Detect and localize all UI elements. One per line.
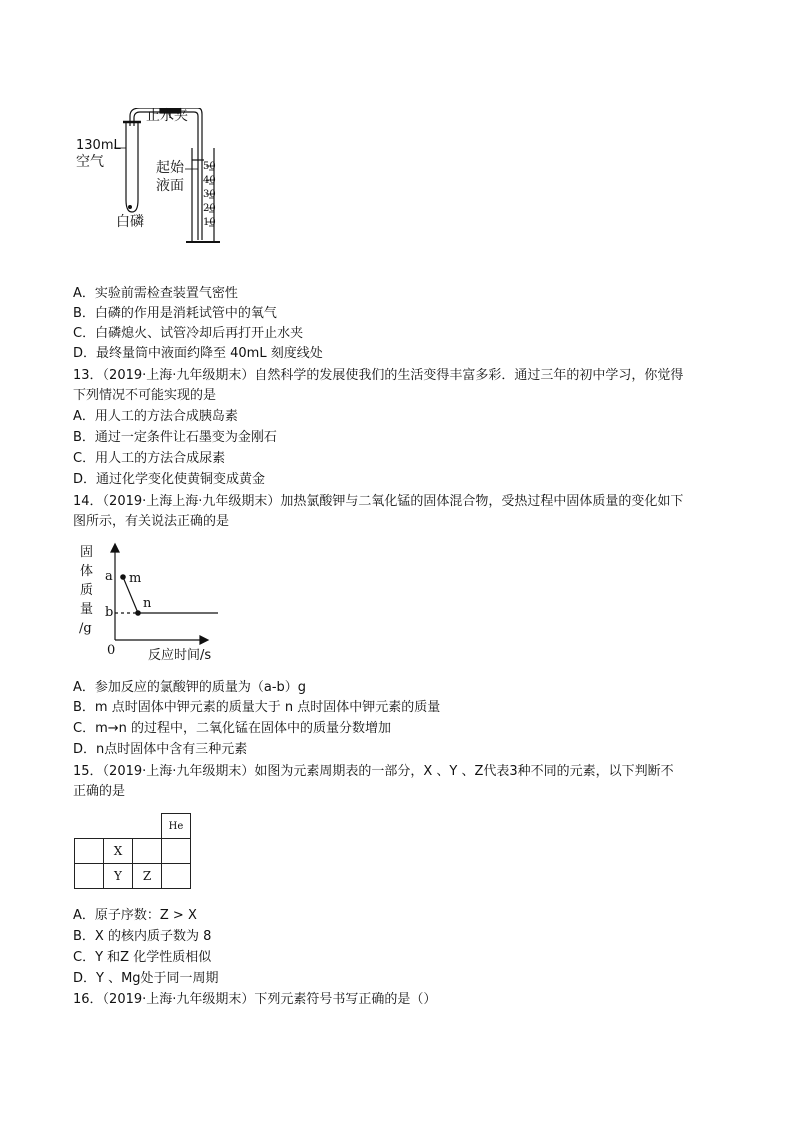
q14-option-a: A．参加反应的氯酸钾的质量为（a-b）g [73, 680, 307, 695]
q16-stem: 16．（2019·上海·九年级期末）下列元素符号书写正确的是（） [73, 992, 437, 1007]
y-label-char-4: 量 [80, 602, 94, 617]
tick-10: 10 [203, 217, 216, 228]
pt-cell [133, 839, 162, 864]
label-level: 液面 [156, 178, 184, 194]
label-air-volume: 130mL [76, 138, 121, 153]
y-axis-arrow [111, 544, 119, 552]
q14-option-b: B．m 点时固体中钾元素的质量大于 n 点时固体中钾元素的质量 [73, 700, 441, 715]
label-air: 空气 [76, 154, 104, 170]
pt-cell-z: Z [133, 864, 162, 889]
y-tick-a: a [105, 569, 113, 584]
pt-cell-x: X [104, 839, 133, 864]
tick-20: 20 [203, 203, 216, 214]
origin-label: 0 [107, 643, 116, 658]
label-start: 起始 [156, 160, 184, 176]
pt-cell [75, 839, 104, 864]
y-label-char-1: 固 [80, 545, 94, 560]
point-n-label: n [143, 596, 152, 611]
pt-cell-he: He [162, 814, 191, 839]
q15-option-c: C．Y 和Z 化学性质相似 [73, 950, 212, 965]
q14-option-c: C．m→n 的过程中，二氧化锰在固体中的质量分数增加 [73, 721, 392, 736]
pt-cell-y: Y [104, 864, 133, 889]
tick-50: 50 [203, 161, 216, 172]
y-label-char-3: 质 [80, 583, 94, 598]
tick-30: 30 [203, 189, 216, 200]
q13-option-b: B．通过一定条件让石墨变为金刚石 [73, 430, 277, 445]
label-clamp: 止水夹 [146, 108, 188, 124]
graph-drawing [100, 540, 220, 650]
point-m-dot [120, 574, 126, 580]
pt-cell-empty [75, 814, 104, 839]
q15-option-d: D．Y 、Mg处于同一周期 [73, 971, 219, 986]
point-m-label: m [129, 571, 142, 586]
q14-stem-line2: 图所示，有关说法正确的是 [73, 514, 230, 529]
pt-cell [162, 839, 191, 864]
q15-stem-line1: 15．（2019·上海·九年级期末）如图为元素周期表的一部分，X 、Y 、Z代表3种不同的元素，以下判断不 [73, 764, 674, 779]
x-axis-label: 反应时间/s [148, 648, 212, 663]
q13-stem-line2: 下列情况不可能实现的是 [73, 388, 217, 403]
tick-40: 40 [203, 175, 216, 186]
test-tube [126, 122, 138, 212]
q13-option-d: D．通过化学变化使黄铜变成黄金 [73, 472, 266, 487]
phosphorus-dot [128, 205, 132, 209]
point-n-dot [135, 610, 141, 616]
q13-stem-line1: 13．（2019·上海·九年级期末）自然科学的发展使我们的生活变得丰富多彩．通过三年的初中学习，你觉得 [73, 368, 684, 383]
periodic-table-fragment [74, 813, 191, 889]
q12-option-a: A．实验前需检查装置气密性 [73, 286, 238, 301]
pt-cell-empty [133, 814, 162, 839]
label-phosphorus: 白磷 [116, 214, 144, 230]
y-label-char-2: 体 [80, 564, 94, 579]
pt-cell [162, 864, 191, 889]
q15-option-a: A．原子序数：Z > X [73, 908, 197, 923]
x-axis-arrow [200, 636, 208, 644]
q12-option-c: C．白磷熄火、试管冷却后再打开止水夹 [73, 326, 304, 341]
q14-option-d: D．n点时固体中含有三种元素 [73, 742, 248, 757]
q12-option-b: B．白磷的作用是消耗试管中的氧气 [73, 306, 277, 321]
q12-option-d: D．最终量筒中液面约降至 40mL 刻度线处 [73, 346, 323, 361]
y-unit: /g [79, 621, 92, 636]
pt-cell [75, 864, 104, 889]
y-tick-b: b [105, 605, 114, 620]
pt-cell-empty [104, 814, 133, 839]
q13-option-a: A．用人工的方法合成胰岛素 [73, 409, 238, 424]
q15-option-b: B．X 的核内质子数为 8 [73, 929, 212, 944]
q14-stem-line1: 14．（2019·上海上海·九年级期末）加热氯酸钾与二氧化锰的固体混合物，受热过程中固体质量的变化如下 [73, 494, 684, 509]
q15-stem-line2: 正确的是 [73, 784, 126, 799]
q13-option-c: C．用人工的方法合成尿素 [73, 451, 226, 466]
